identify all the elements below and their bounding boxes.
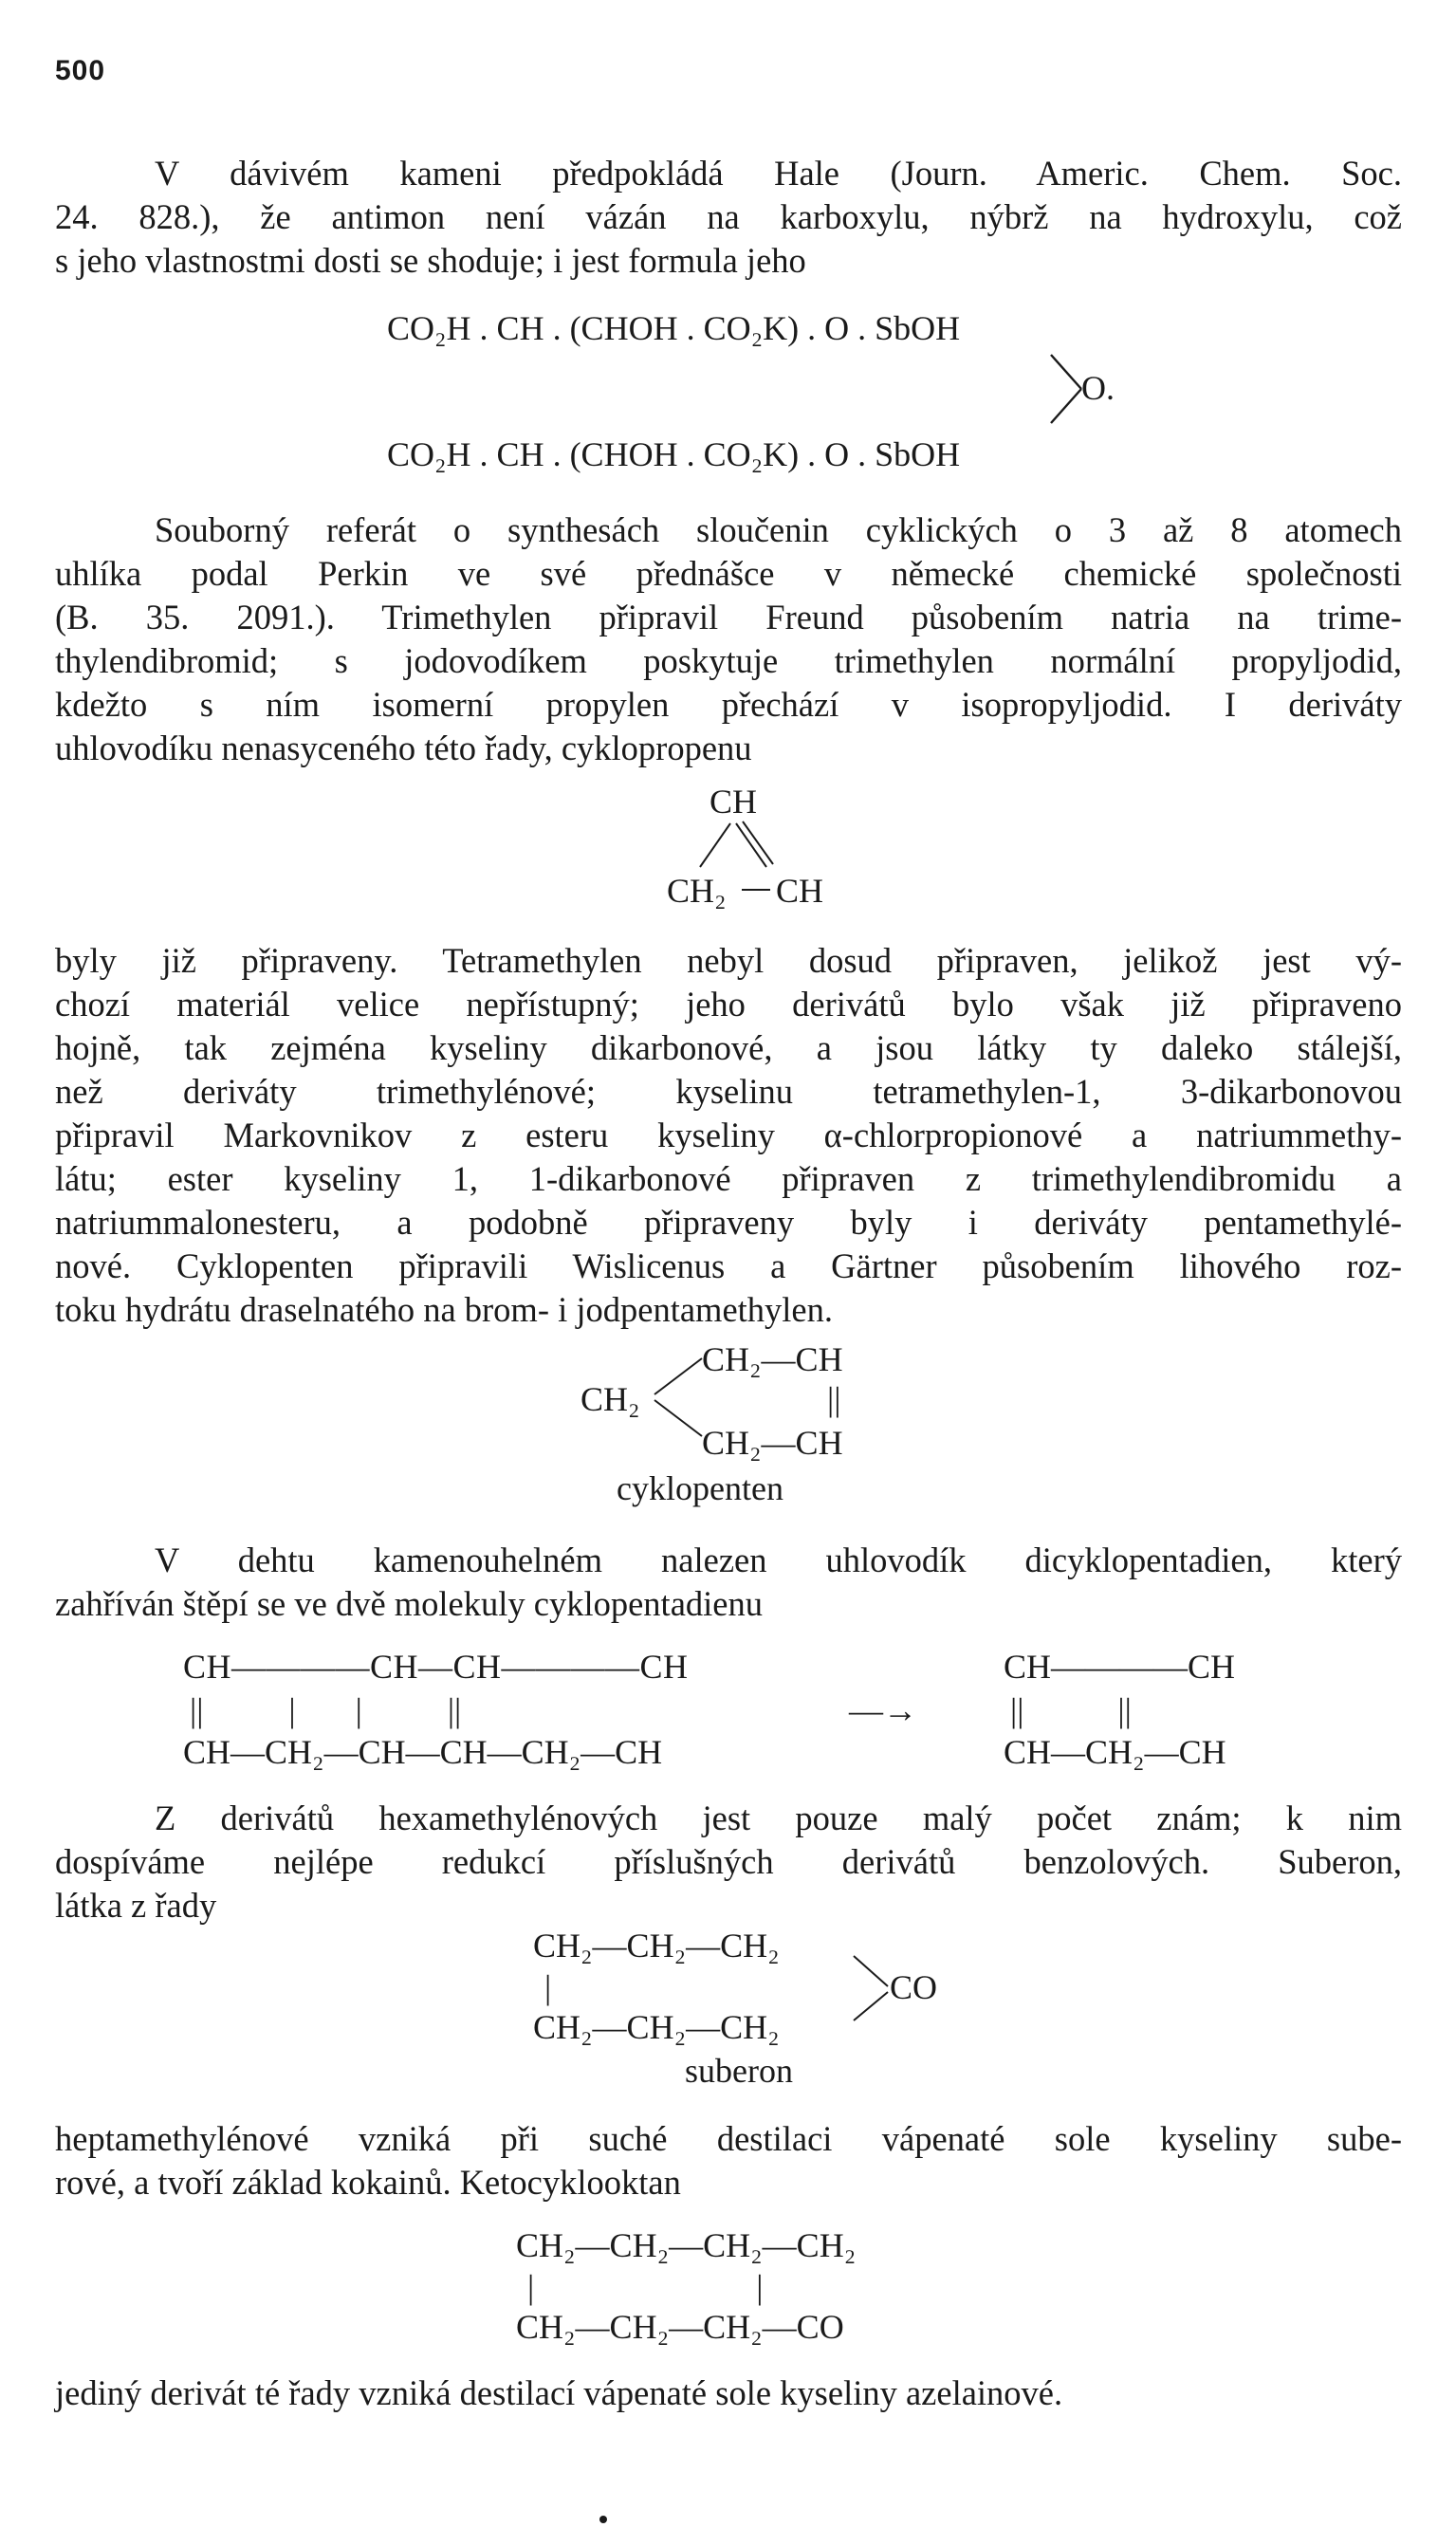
text-line: rové, a tvoří základ kokainů. Ketocyklooktan [55,2163,681,2202]
text-line: zahříván štěpí se ve dvě molekuly cyklopentadienu [55,1584,763,1623]
suberon-co: CO [890,1968,938,2006]
formula-antimony-bottom: CO₂H . CH . (CHOH . CO₂K) . O . SbOH [387,435,961,473]
cyclopropene-top: CH [710,783,758,821]
suberon-bond: | [544,1968,552,2006]
suberon-top: CH₂—CH₂—CH₂ [533,1927,780,1965]
keto-top: CH₂—CH₂—CH₂—CH₂ [516,2226,857,2264]
text-line: nové. Cyklopenten připravili Wislicenus a Gärtner působením lihového roz- [55,1246,1402,1285]
text-line: uhlovodíku nenasyceného této řady, cyklopropenu [55,729,752,767]
text-line: heptamethylénové vzniká při suché destilaci vápenaté sole kyseliny sube- [55,2119,1402,2158]
dicyclo-bottom: CH—CH₂—CH—CH—CH₂—CH [183,1733,663,1771]
text-line: byly již připraveny. Tetramethylen nebyl dosud připraven, jelikož jest vý- [55,941,1402,980]
paragraph-heptamethylen [55,2117,1402,2205]
cyclopentene-left: CH₂ [581,1380,640,1418]
keto-bonds: | | [527,2268,764,2306]
text-line: s jeho vlastnostmi dosti se shoduje; i jest formula jeho [55,241,806,280]
page-number: 500 [55,55,106,86]
text-line: thylendibromid; s jodovodíkem poskytuje trimethylen normální propyljodid, [55,641,1402,680]
cyclopentene-bottom: CH₂—CH [702,1424,843,1462]
formula-antimony-top: CO₂H . CH . (CHOH . CO₂K) . O . SbOH [387,309,961,347]
text-line: připravil Markovnikov z esteru kyseliny α-chlorpropionové a natriummethy- [55,1116,1402,1154]
dicyclo-top: CH————CH—CH————CH [183,1648,689,1686]
text-line: toku hydrátu draselnatého na brom- i jodpentamethylen. [55,1290,834,1329]
text-line: hojně, tak zejména kyseliny dikarbonové, a jsou látky ty daleko stálejší, [55,1028,1402,1067]
text-line: V dávivém kameni předpokládá Hale (Journ. Americ. Chem. Soc. [155,154,1402,193]
cyclopentadiene-top: CH————CH [1004,1648,1236,1686]
text-line: než deriváty trimethylénové; kyselinu tetramethylen-1, 3-dikarbonovou [55,1072,1402,1111]
cyclopentene-caption: cyklopenten [617,1469,783,1507]
text-line: kdežto s ním isomerní propylen přechází v isopropyljodid. I deriváty [55,685,1402,724]
text-line: Souborný referát o synthesách sloučenin cyklických o 3 až 8 atomech [155,510,1402,549]
keto-bottom: CH₂—CH₂—CH₂—CO [516,2308,844,2346]
text-line: látu; ester kyseliny 1, 1-dikarbonové připraven z trimethylendibromidu a [55,1159,1402,1198]
ink-dot [599,2516,607,2523]
cyclopropene-bottom-right: CH [776,872,824,910]
text-line: chozí materiál velice nepřístupný; jeho derivátů bylo však již připraveno [55,985,1402,1024]
reaction-arrow: —→ [849,1691,917,1729]
text-line: uhlíka podal Perkin ve své přednášce v německé chemické společnosti [55,554,1402,593]
text-line: látka z řady [55,1886,217,1925]
dicyclo-bonds: || | | || [190,1691,462,1729]
cyclopentene-top: CH₂—CH [702,1340,843,1378]
text-line: jediný derivát té řady vzniká destilací vápenaté sole kyseliny azelainové. [55,2373,1063,2412]
suberon-bottom: CH₂—CH₂—CH₂ [533,2008,780,2046]
text-line: Z derivátů hexamethylénových jest pouze malý počet znám; k nim [155,1799,1402,1837]
cyclopentadiene-bottom: CH—CH₂—CH [1004,1733,1226,1771]
formula-antimony-bridge: O. [1081,369,1115,407]
text-line: dospíváme nejlépe redukcí příslušných derivátů benzolových. Suberon, [55,1842,1402,1881]
paragraph-azelain [55,2371,1402,2415]
text-line: (B. 35. 2091.). Trimethylen připravil Freund působením natria na trime- [55,598,1402,636]
suberon-caption: suberon [685,2052,793,2090]
text-line: natriummalonesteru, a podobně připraveny byly i deriváty pentamethylé- [55,1203,1402,1242]
text-line: 24. 828.), že antimon není vázán na karboxylu, nýbrž na hydroxylu, což [55,197,1402,236]
cyclopentadiene-bonds: || || [1010,1691,1132,1729]
cyclopentene-double-bond: || [827,1380,841,1418]
text-line: V dehtu kamenouhelném nalezen uhlovodík dicyklopentadien, který [155,1541,1402,1579]
cyclopropene-bottom-left: CH₂ [667,872,727,910]
